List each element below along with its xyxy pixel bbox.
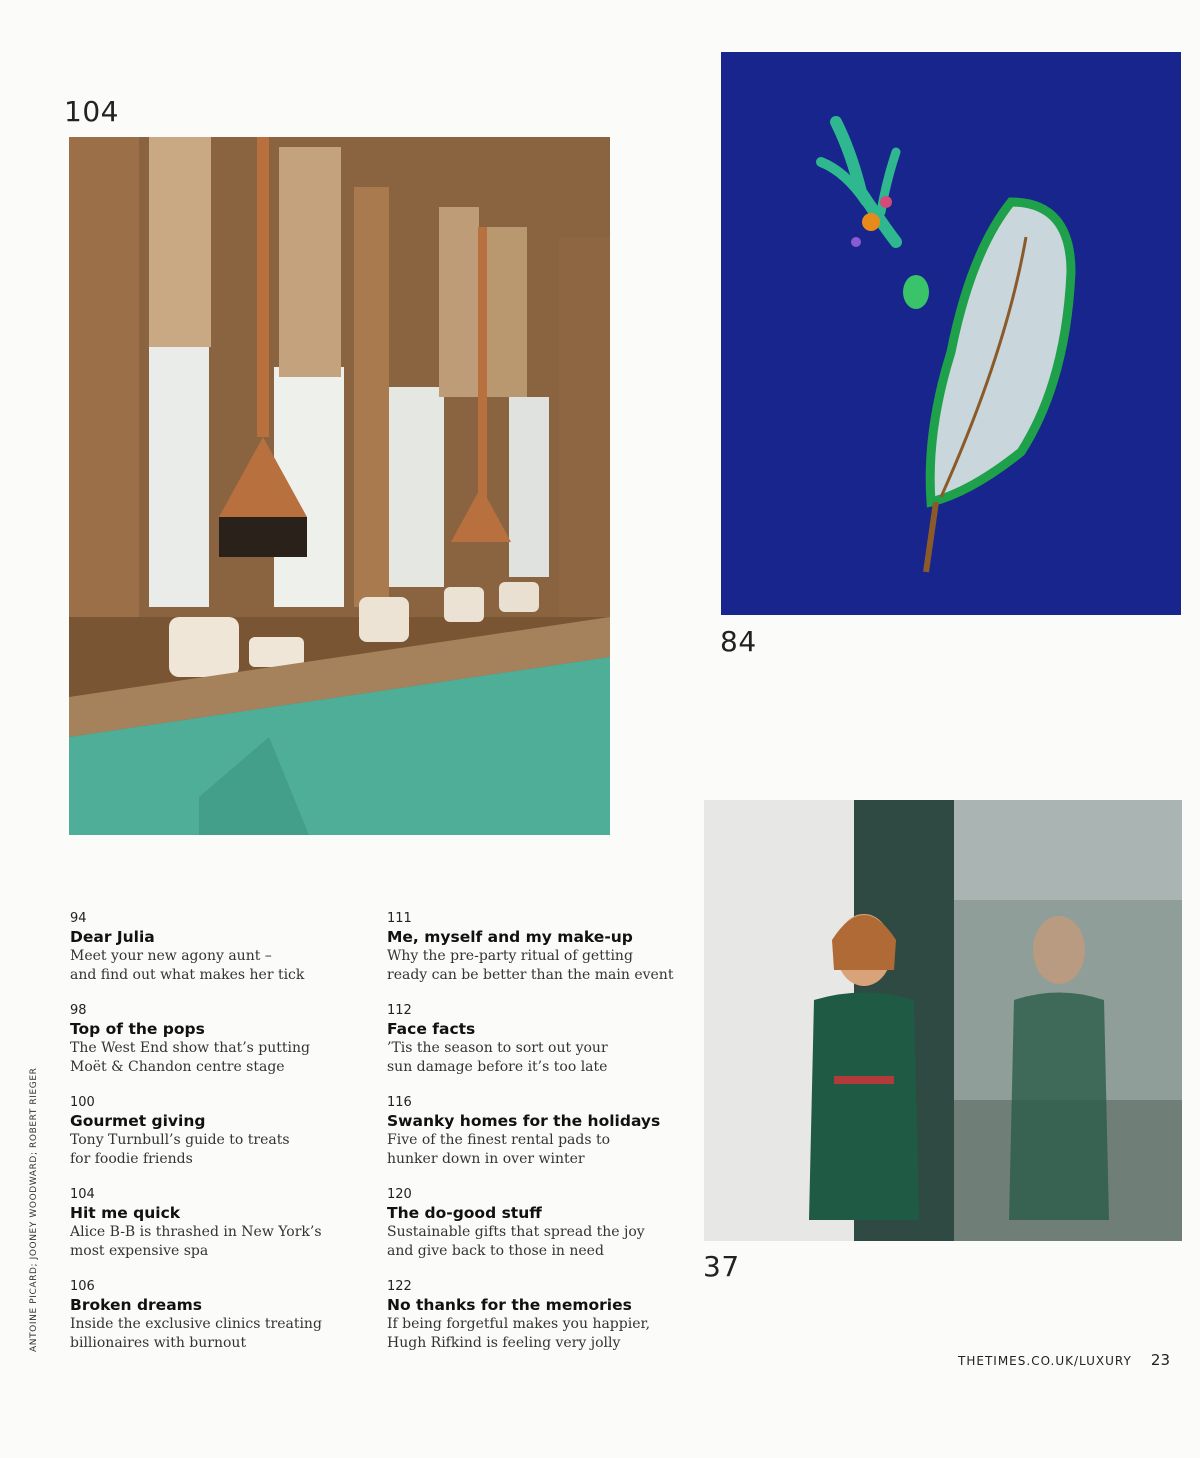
entry-page-number: 112 [387, 1003, 412, 1018]
entry-title: Swanky homes for the holidays [387, 1112, 661, 1130]
photo-credits: ANTOINE PICARD; JOONEY WOODWARD; ROBERT RIEGER [29, 1067, 39, 1352]
entry-description: and find out what makes her tick [70, 966, 305, 983]
entry-description: most expensive spa [70, 1242, 209, 1259]
entry-page-number: 94 [70, 911, 87, 926]
contents-entry [70, 1186, 360, 1278]
entry-description: Inside the exclusive clinics treating [70, 1316, 322, 1332]
contents-entry [387, 910, 677, 1002]
entry-description: and give back to those in need [387, 1242, 604, 1259]
entry-description: Meet your new agony aunt – [70, 948, 272, 964]
entry-description: Moët & Chandon centre stage [70, 1058, 285, 1075]
entry-description: for foodie friends [70, 1150, 193, 1167]
entry-page-number: 116 [387, 1095, 412, 1110]
entry-title: No thanks for the memories [387, 1296, 632, 1314]
entry-page-number: 100 [70, 1095, 95, 1110]
footer-url: THETIMES.CO.UK/LUXURY [958, 1354, 1132, 1368]
contents-entry [70, 910, 360, 1002]
entry-title: The do-good stuff [387, 1204, 542, 1222]
entry-description: billionaires with burnout [70, 1334, 247, 1351]
page-folio: 23 [1150, 1351, 1170, 1369]
entry-title: Hit me quick [70, 1204, 181, 1222]
contents-entry [387, 1186, 677, 1278]
contents-entry [70, 1094, 360, 1186]
entry-description: Tony Turnbull’s guide to treats [70, 1132, 290, 1148]
contents-entry [387, 1094, 677, 1186]
feature-page-number-37: 37 [703, 1250, 740, 1283]
spa-pool-photo [69, 137, 610, 835]
entry-description: sun damage before it’s too late [387, 1058, 608, 1075]
entry-title: Broken dreams [70, 1296, 203, 1314]
brooches-photo [721, 52, 1181, 615]
entry-description: Alice B-B is thrashed in New York’s [70, 1224, 322, 1240]
entry-page-number: 104 [70, 1187, 95, 1202]
entry-title: Me, myself and my make-up [387, 928, 633, 946]
feature-page-number-84: 84 [720, 625, 757, 658]
entry-description: If being forgetful makes you happier, [387, 1316, 651, 1332]
entry-description: Five of the finest rental pads to [387, 1132, 611, 1148]
contents-entry [387, 1278, 677, 1370]
entry-description: hunker down in over winter [387, 1150, 585, 1167]
entry-description: ’Tis the season to sort out your [387, 1040, 608, 1056]
entry-title: Top of the pops [70, 1020, 205, 1038]
page-footer [958, 1350, 1170, 1369]
entry-description: Why the pre-party ritual of getting [387, 948, 633, 964]
feature-page-number-104: 104 [64, 95, 119, 128]
entry-description: Sustainable gifts that spread the joy [387, 1224, 645, 1240]
portrait-photo [704, 800, 1182, 1241]
entry-description: ready can be better than the main event [387, 966, 674, 983]
entry-title: Face facts [387, 1020, 476, 1038]
entry-description: The West End show that’s putting [70, 1040, 310, 1056]
entry-page-number: 120 [387, 1187, 412, 1202]
entry-page-number: 106 [70, 1279, 95, 1294]
entry-description: Hugh Rifkind is feeling very jolly [387, 1334, 621, 1351]
entry-page-number: 111 [387, 911, 412, 926]
entry-title: Gourmet giving [70, 1112, 206, 1130]
entry-page-number: 98 [70, 1003, 87, 1018]
contents-entry [387, 1002, 677, 1094]
contents-left-column [70, 910, 360, 1370]
contents-right-column [387, 910, 677, 1370]
entry-title: Dear Julia [70, 928, 155, 946]
contents-entry [70, 1278, 360, 1370]
entry-page-number: 122 [387, 1279, 412, 1294]
contents-entry [70, 1002, 360, 1094]
